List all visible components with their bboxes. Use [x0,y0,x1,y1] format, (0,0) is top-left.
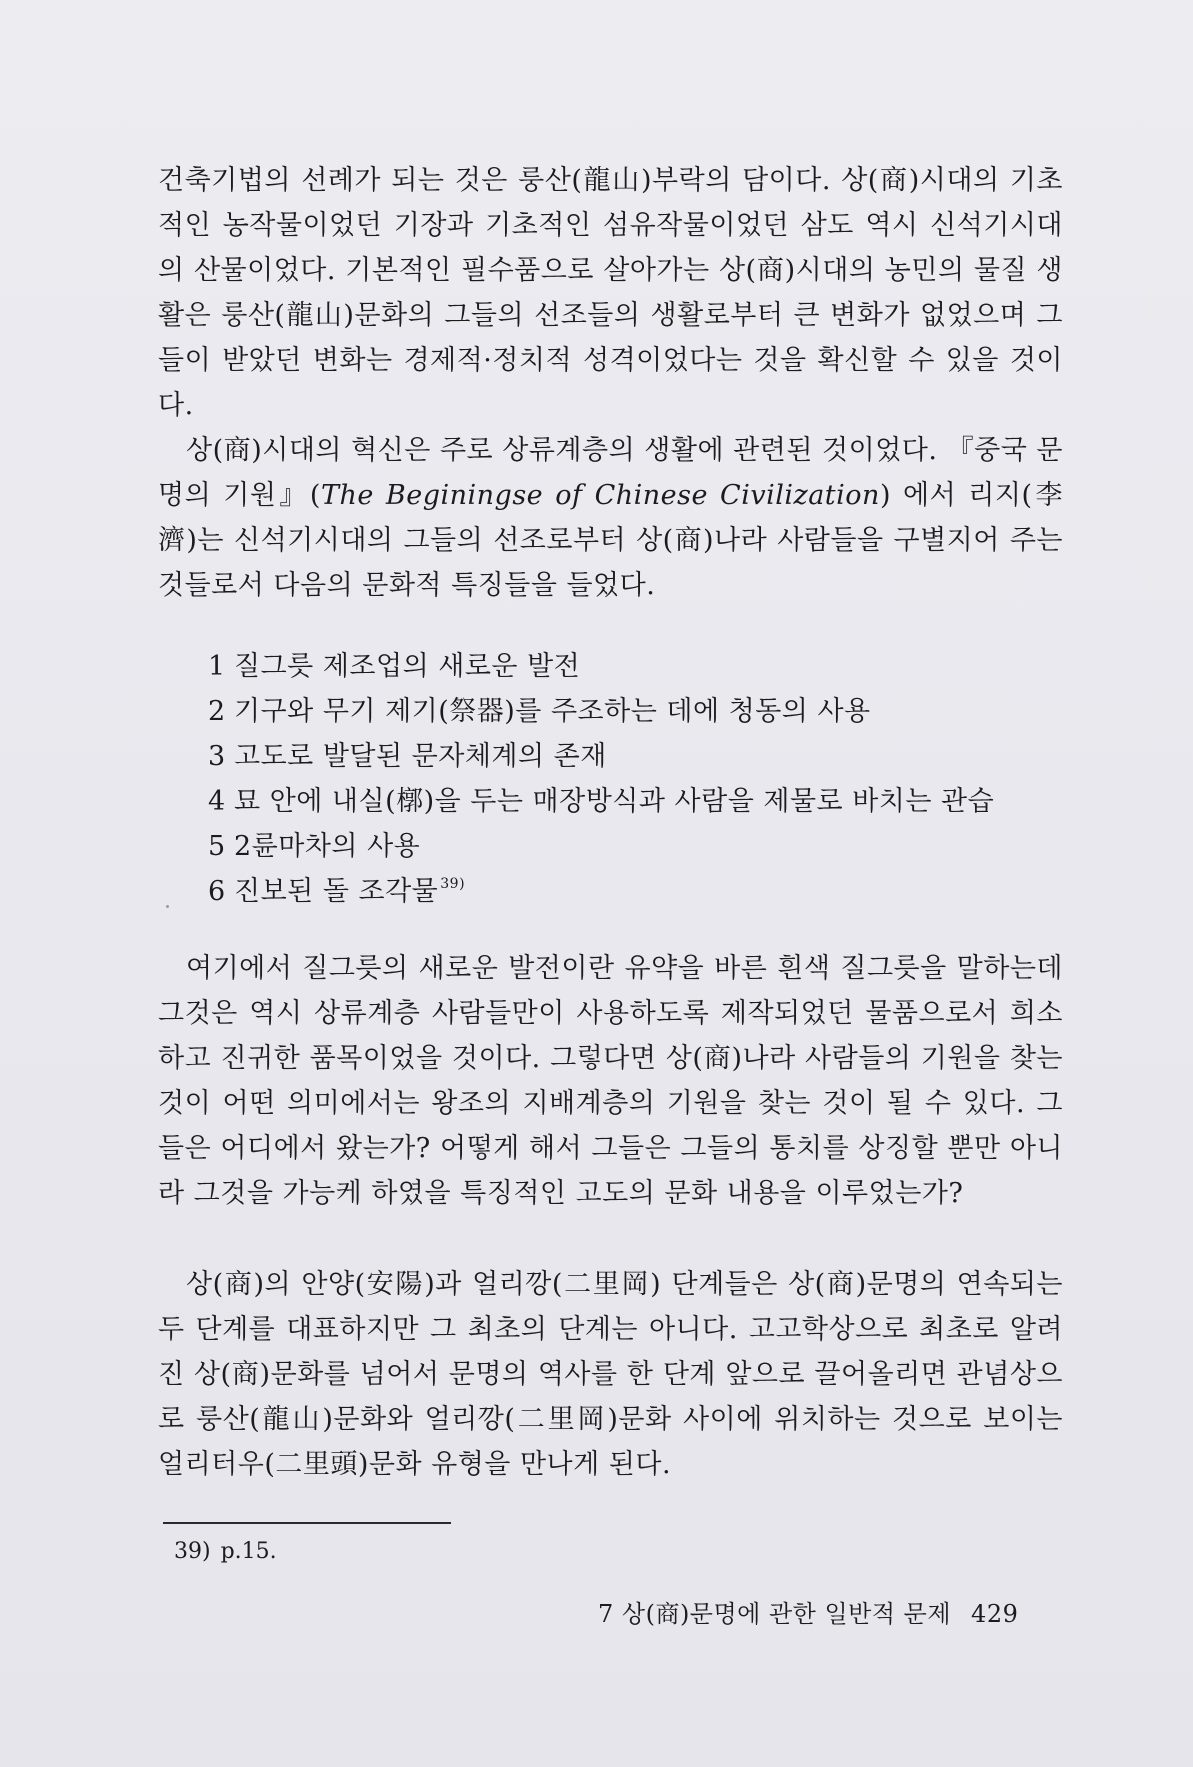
list-item-text [234,869,465,914]
page-number: 429 [971,1600,1019,1628]
list-item [208,689,994,734]
scan-speck [166,905,169,908]
running-title: 7 상(商)문명에 관한 일반적 문제 [598,1600,952,1628]
paragraph-1 [158,158,1063,428]
paragraph-2 [158,428,1063,608]
list-item [208,869,994,914]
list-item [208,824,994,869]
running-footer [598,1594,1018,1634]
list-item-text: 고도로 발달된 문자체계의 존재 [234,741,607,772]
list-item-number: 1 [208,651,226,682]
footnote-divider [163,1522,451,1524]
paragraph-text: 여기에서 질그릇의 새로운 발전이란 유약을 바른 흰색 질그릇을 말하는데 그것은 역시 상류계층 사람들만이 사용하도록 제작되었던 물품으로서 희소하고 진귀한 품목이었을 것이다. 그렇다면 상(商)나라 사람들의 기원을 찾는 것이 어떤 의미에서는 왕조의 지배계층의 기원을 찾는 것이 될 수 있다. 그들은 어디에서 왔는가? 어떻게 해서 그들은 그들의 통치를 상징할 뿐만 아니라 그것을 가능케 하였을 특징적인 고도의 문화 내용을 이루었는가? [158,953,1063,1209]
list-item-number: 3 [208,741,226,772]
footnote [174,1534,277,1570]
paragraph-text [158,428,1063,608]
paragraph-text-before: 상(商)시대의 혁신은 주로 상류계층의 생활에 관련된 것이었다. 『중국 문명의 기원』( [158,435,1063,511]
english-book-title: The Beginingse of Chinese Civilization [320,480,880,511]
paragraph-4 [158,1262,1063,1487]
list-item-text: 질그릇 제조업의 새로운 발전 [234,651,581,682]
footnote-marker: 39) [174,1539,211,1564]
list-item [208,734,994,779]
paragraph-text-after: ) 에서 리지(李濟)는 신석기시대의 그들의 선조로부터 상(商)나라 사람들을 구별지어 주는 것들로서 다음의 문화적 특징들을 들었다. [158,480,1063,601]
list-item-number: 6 [208,876,226,907]
list-item-text: 묘 안에 내실(槨)을 두는 매장방식과 사람을 제물로 바치는 관습 [234,786,995,817]
paragraph-text: 건축기법의 선례가 되는 것은 룽산(龍山)부락의 담이다. 상(商)시대의 기초적인 농작물이었던 기장과 기초적인 섬유작물이었던 삼도 역시 신석기시대의 산물이었다. 기본적인 필수품으로 살아가는 상(商)시대의 농민의 물질 생활은 룽산(龍山)문화의 그들의 선조들의 생활로부터 큰 변화가 없었으며 그들이 받았던 변화는 경제적·정치적 성격이었다는 것을 확신할 수 있을 것이다. [158,165,1063,421]
list-item-text-main: 진보된 돌 조각물 [234,876,439,907]
list-item [208,644,994,689]
cultural-features-list [208,644,994,914]
list-item-number: 2 [208,696,226,727]
list-item [208,779,994,824]
list-item-text: 2륜마차의 사용 [234,831,421,862]
list-item-number: 5 [208,831,226,862]
list-item-text: 기구와 무기 제기(祭器)를 주조하는 데에 청동의 사용 [234,696,871,727]
paragraph-text: 상(商)의 안양(安陽)과 얼리깡(二里岡) 단계들은 상(商)문명의 연속되는 두 단계를 대표하지만 그 최초의 단계는 아니다. 고고학상으로 최초로 알려진 상(商)문화를 넘어서 문명의 역사를 한 단계 앞으로 끌어올리면 관념상으로 룽산(龍山)문화와 얼리깡(二里岡)문화 사이에 위치하는 것으로 보이는 얼리터우(二里頭)문화 유형을 만나게 된다. [158,1269,1063,1480]
footnote-text: p.15. [220,1539,277,1564]
footnote-reference[interactable]: 39) [440,876,466,892]
list-item-number: 4 [208,786,226,817]
paragraph-3 [158,946,1063,1216]
